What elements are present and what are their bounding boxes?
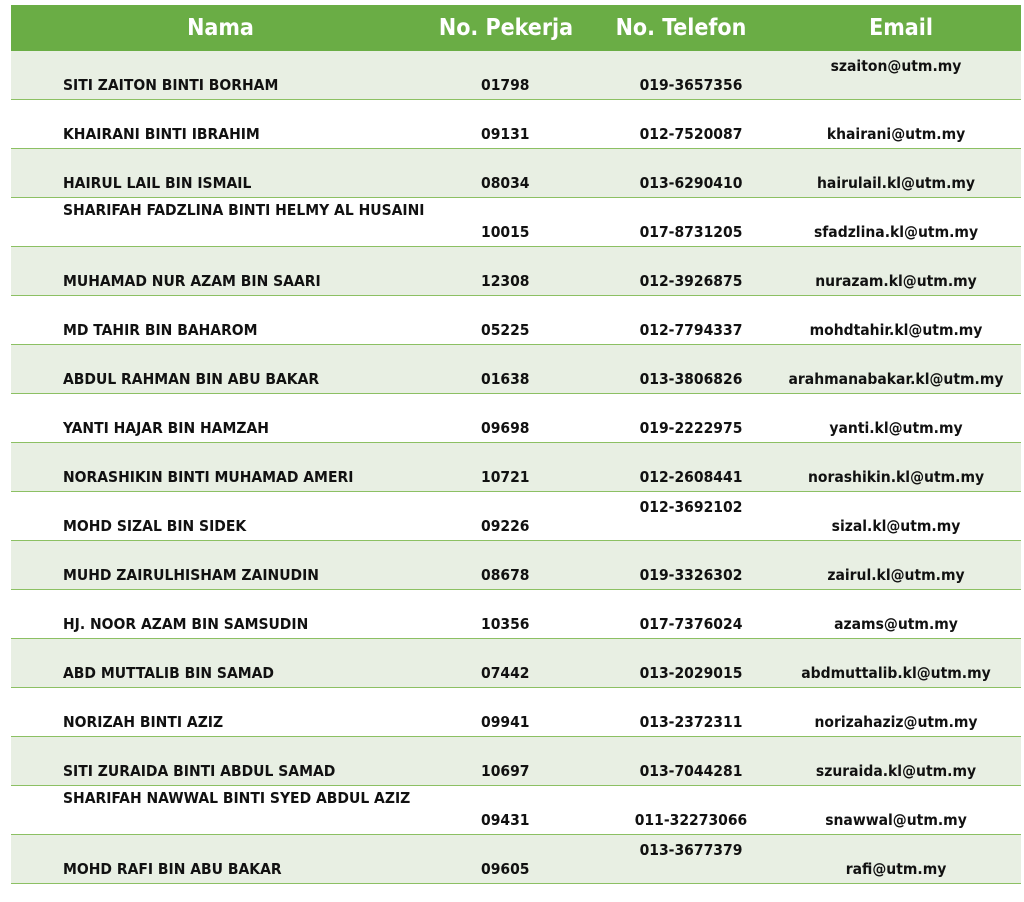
phone-number: 013-3806826 [639, 370, 743, 388]
phone-number: 012-7520087 [639, 125, 743, 143]
employee-no: 09431 [481, 811, 530, 829]
email-address: abdmuttalib.kl@utm.my [801, 664, 991, 682]
email-address: zairul.kl@utm.my [827, 566, 965, 584]
header-email: Email [869, 15, 933, 41]
email-address: szaiton@utm.my [830, 57, 962, 75]
table-header [11, 5, 1021, 51]
staff-name: ABD MUTTALIB BIN SAMAD [63, 664, 274, 682]
phone-number: 019-2222975 [639, 419, 743, 437]
staff-name: SITI ZAITON BINTI BORHAM [63, 76, 279, 94]
table-row [11, 786, 1021, 835]
phone-number: 013-7044281 [639, 762, 743, 780]
staff-name: MUHD ZAIRULHISHAM ZAINUDIN [63, 566, 319, 584]
table-row [11, 541, 1021, 590]
phone-number: 012-3692102 [639, 498, 743, 516]
employee-no: 08034 [481, 174, 530, 192]
email-address: hairulail.kl@utm.my [817, 174, 975, 192]
staff-name: ABDUL RAHMAN BIN ABU BAKAR [63, 370, 320, 388]
employee-no: 10356 [481, 615, 530, 633]
phone-number: 019-3657356 [639, 76, 743, 94]
staff-name: KHAIRANI BINTI IBRAHIM [63, 125, 260, 143]
header-name: Nama [187, 15, 254, 41]
phone-number: 012-2608441 [639, 468, 743, 486]
email-address: rafi@utm.my [845, 860, 947, 878]
phone-number: 017-7376024 [639, 615, 743, 633]
phone-number: 012-7794337 [639, 321, 743, 339]
email-address: snawwal@utm.my [825, 811, 967, 829]
table-row [11, 737, 1021, 786]
email-address: norashikin.kl@utm.my [807, 468, 985, 486]
email-address: sizal.kl@utm.my [831, 517, 961, 535]
table-row [11, 51, 1021, 100]
employee-no: 08678 [481, 566, 530, 584]
email-address: azams@utm.my [834, 615, 958, 633]
employee-no: 05225 [481, 321, 530, 339]
staff-name: SHARIFAH NAWWAL BINTI SYED ABDUL AZIZ [63, 789, 411, 807]
employee-no: 10697 [481, 762, 530, 780]
email-address: khairani@utm.my [826, 125, 966, 143]
staff-name: MUHAMAD NUR AZAM BIN SAARI [63, 272, 321, 290]
email-address: sfadzlina.kl@utm.my [813, 223, 979, 241]
phone-number: 019-3326302 [639, 566, 743, 584]
staff-name: MOHD RAFI BIN ABU BAKAR [63, 860, 282, 878]
email-address: arahmanabakar.kl@utm.my [788, 370, 1004, 388]
phone-number: 013-3677379 [639, 841, 743, 859]
staff-name: HJ. NOOR AZAM BIN SAMSUDIN [63, 615, 309, 633]
staff-name: NORIZAH BINTI AZIZ [63, 713, 224, 731]
table-row [11, 639, 1021, 688]
staff-name: MD TAHIR BIN BAHAROM [63, 321, 258, 339]
email-address: szuraida.kl@utm.my [815, 762, 977, 780]
table-row [11, 149, 1021, 198]
phone-number: 017-8731205 [639, 223, 743, 241]
table-row [11, 345, 1021, 394]
employee-no: 07442 [481, 664, 530, 682]
email-address: nurazam.kl@utm.my [815, 272, 977, 290]
employee-no: 09941 [481, 713, 530, 731]
staff-name: HAIRUL LAIL BIN ISMAIL [63, 174, 252, 192]
table-row [11, 835, 1021, 884]
employee-no: 10721 [481, 468, 530, 486]
employee-no: 12308 [481, 272, 530, 290]
staff-name: YANTI HAJAR BIN HAMZAH [63, 419, 269, 437]
table-body [11, 51, 1021, 884]
employee-no: 10015 [481, 223, 530, 241]
employee-no: 09131 [481, 125, 530, 143]
staff-name: SITI ZURAIDA BINTI ABDUL SAMAD [63, 762, 336, 780]
table-row [11, 443, 1021, 492]
table-row [11, 394, 1021, 443]
email-address: yanti.kl@utm.my [829, 419, 963, 437]
table-row [11, 198, 1021, 247]
phone-number: 012-3926875 [639, 272, 743, 290]
staff-name: NORASHIKIN BINTI MUHAMAD AMERI [63, 468, 354, 486]
employee-no: 01798 [481, 76, 530, 94]
table-row [11, 247, 1021, 296]
table-row [11, 296, 1021, 345]
table-row [11, 492, 1021, 541]
email-address: mohdtahir.kl@utm.my [809, 321, 983, 339]
staff-directory-table [11, 5, 1021, 884]
header-employee-no: No. Pekerja [438, 15, 574, 41]
employee-no: 01638 [481, 370, 530, 388]
header-phone: No. Telefon [615, 15, 747, 41]
employee-no: 09226 [481, 517, 530, 535]
phone-number: 013-6290410 [639, 174, 743, 192]
phone-number: 013-2029015 [639, 664, 743, 682]
phone-number: 013-2372311 [639, 713, 743, 731]
staff-name: MOHD SIZAL BIN SIDEK [63, 517, 247, 535]
employee-no: 09605 [481, 860, 530, 878]
employee-no: 09698 [481, 419, 530, 437]
staff-name: SHARIFAH FADZLINA BINTI HELMY AL HUSAINI [63, 201, 425, 219]
table-row [11, 100, 1021, 149]
email-address: norizahaziz@utm.my [814, 713, 978, 731]
table-row [11, 590, 1021, 639]
phone-number: 011-32273066 [634, 811, 748, 829]
table-row [11, 688, 1021, 737]
